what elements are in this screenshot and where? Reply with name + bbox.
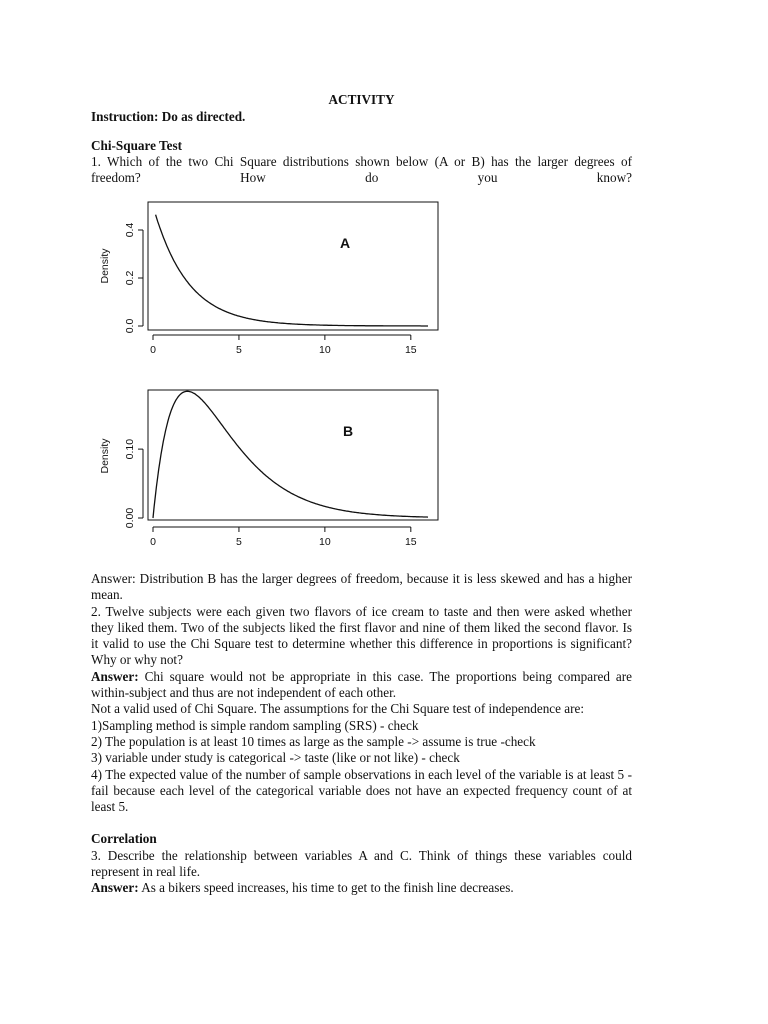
not-valid-note: Not a valid used of Chi Square. The assumptions for the Chi Square test of independence are: [91, 701, 585, 717]
q1-word: do [365, 170, 379, 186]
answer-3 [91, 880, 632, 896]
assumption-4: 4) The expected value of the number of sample observations in each level of the variable is at least 5 - fail because each level of the categorical variable does not have an expected frequency count of at least 5. [91, 766, 632, 815]
q1-word: freedom? [91, 170, 141, 186]
x-tick-label: 0 [150, 344, 156, 356]
assumption-2: 2) The population is at least 10 times as large as the sample -> assume is true -check [91, 733, 536, 749]
question-3: 3. Describe the relationship between variables A and C. Think of things these variables could represent in real life. [91, 847, 632, 880]
x-tick-label: 10 [319, 344, 331, 356]
chart-b-svg [90, 386, 450, 551]
density-curve-B [153, 391, 428, 518]
chart-a-svg [90, 196, 450, 361]
q1-word: know? [596, 170, 632, 186]
x-tick-label: 5 [236, 344, 242, 356]
y-tick-label: 0.2 [124, 270, 136, 286]
question-1-line-2 [91, 170, 632, 186]
answer-2-text: Chi square would not be appropriate in this case. The proportions being compared are within-subject and thus are not independent of each other. [91, 668, 632, 701]
q1-word: How [240, 170, 266, 186]
answer-2 [91, 669, 632, 702]
chart-b-ylabel: Density [99, 438, 111, 474]
y-tick-label: 0.10 [124, 438, 136, 460]
y-tick-label: 0.00 [124, 507, 136, 529]
x-tick-label: 15 [404, 344, 417, 356]
question-1-line-1: 1. Which of the two Chi Square distributions shown below (A or B) has the larger degrees of [91, 153, 632, 169]
x-tick-label: 15 [404, 536, 417, 548]
answer-2-label: Answer: [91, 668, 139, 684]
chart-b-label: B [343, 423, 354, 439]
x-tick-label: 0 [150, 536, 156, 548]
y-tick-label: 0.0 [124, 318, 136, 334]
chart-b-frame [148, 390, 438, 520]
page-title: ACTIVITY [328, 92, 395, 107]
instruction: Instruction: Do as directed. [91, 109, 246, 125]
answer-3-label: Answer: [91, 880, 139, 896]
chart-a-frame [148, 202, 438, 330]
answer-3-text: As a bikers speed increases, his time to get to the finish line decreases. [138, 880, 514, 896]
question-2: 2. Twelve subjects were each given two flavors of ice cream to taste and then were asked whether they liked them. Two of the subjects liked the first flavor and nine of them liked the second flavor. Is it valid to use the Chi Square test to determine whether this difference in proportions is significant? Why or why not? [91, 603, 632, 668]
density-curve-A [156, 215, 428, 326]
chi-square-heading: Chi-Square Test [91, 137, 182, 153]
chart-a-label: A [340, 235, 351, 251]
x-tick-label: 10 [319, 536, 331, 548]
document-header [91, 92, 632, 186]
x-tick-label: 5 [236, 536, 242, 548]
correlation-heading: Correlation [91, 831, 157, 847]
assumption-3: 3) variable under study is categorical -> taste (like or not like) - check [91, 750, 460, 766]
chart-b [90, 386, 450, 551]
document-body [91, 571, 632, 897]
chart-a-ylabel: Density [99, 248, 111, 284]
answer-1: Answer: Distribution B has the larger degrees of freedom, because it is less skewed and has a higher mean. [91, 571, 632, 603]
assumption-1: 1)Sampling method is simple random sampling (SRS) - check [91, 717, 419, 733]
q1-word: you [477, 170, 498, 186]
chart-a [90, 196, 450, 361]
y-tick-label: 0.4 [124, 222, 136, 238]
